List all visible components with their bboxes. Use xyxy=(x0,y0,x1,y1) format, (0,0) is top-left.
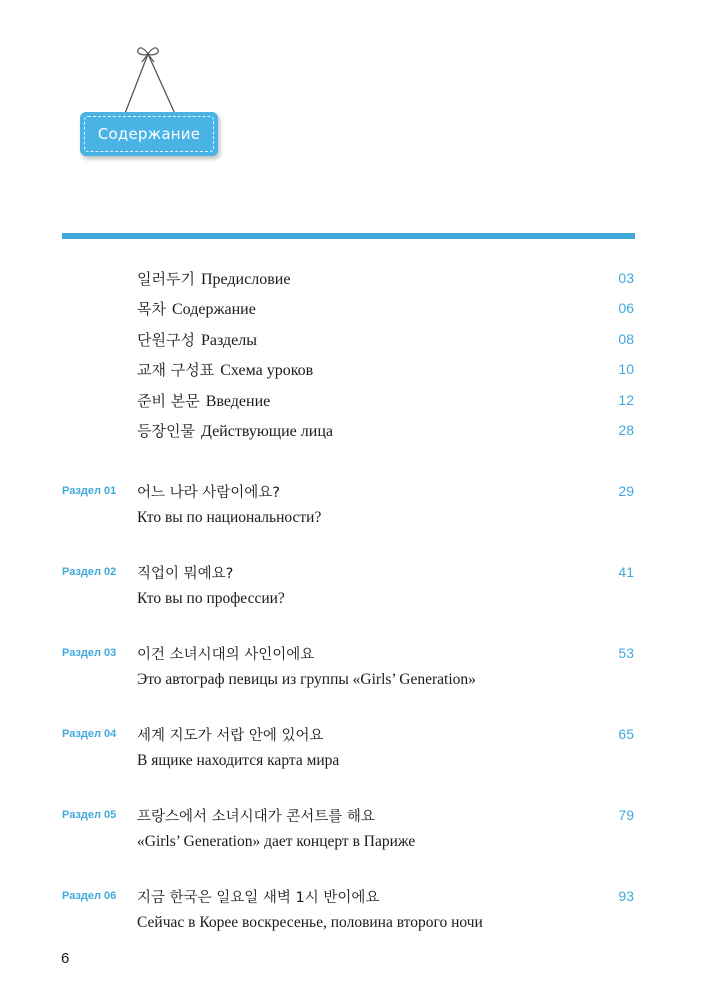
entry-korean: 준비 본문 xyxy=(137,391,200,410)
section-title-korean: 직업이 뭐예요? xyxy=(137,566,234,582)
page-number: 6 xyxy=(61,950,70,967)
entry-korean: 단원구성 xyxy=(137,330,195,349)
entry-korean: 일러두기 xyxy=(137,270,195,288)
section-title-korean: 어느 나라 사람이에요? xyxy=(137,485,280,501)
section-page-number: 29 xyxy=(618,483,634,499)
section-page-number: 93 xyxy=(618,888,634,904)
sign-hanger-string xyxy=(118,40,188,120)
entry-page-number: 03 xyxy=(618,270,634,286)
entry-page-number: 06 xyxy=(618,300,634,317)
entry-page-number: 28 xyxy=(618,421,634,438)
entry-page-number: 10 xyxy=(618,361,634,378)
section-entry[interactable] xyxy=(0,643,702,703)
section-entry[interactable] xyxy=(0,562,702,622)
section-title-korean: 프랑스에서 소녀시대가 콘서트를 해요 xyxy=(137,809,375,825)
entry-russian: Схема уроков xyxy=(220,362,314,380)
toc-entry[interactable] xyxy=(0,325,702,355)
header-divider xyxy=(62,233,635,239)
section-title-russian: Сейчас в Корее воскресенье, половина второго ночи xyxy=(137,914,483,931)
section-label: Раздел 06 xyxy=(62,890,117,902)
entry-russian: Содержание xyxy=(171,301,256,319)
entry-russian: Действующие лица xyxy=(200,422,333,440)
section-title-russian: Кто вы по национальности? xyxy=(137,509,322,526)
contents-sign xyxy=(80,112,218,156)
entry-page-number: 12 xyxy=(618,391,634,408)
entry-russian: Разделы xyxy=(200,331,257,349)
entry-page-number: 08 xyxy=(618,330,634,347)
section-page-number: 41 xyxy=(618,564,634,580)
section-label: Раздел 05 xyxy=(62,809,117,821)
section-title-russian: Это автограф певицы из группы «Girls’ Generation» xyxy=(137,671,476,688)
section-title-korean: 이건 소녀시대의 사인이에요 xyxy=(137,647,315,663)
toc-entry[interactable] xyxy=(0,416,702,446)
section-entry[interactable] xyxy=(0,805,702,865)
toc-entry[interactable] xyxy=(0,264,702,294)
entry-korean: 목차 xyxy=(137,300,166,319)
section-page-number: 53 xyxy=(618,645,634,661)
section-title-russian: Кто вы по профессии? xyxy=(137,590,285,607)
entry-korean: 교재 구성표 xyxy=(137,361,215,380)
section-entry[interactable] xyxy=(0,481,702,541)
section-label: Раздел 03 xyxy=(62,647,117,659)
section-entry[interactable] xyxy=(0,886,702,946)
preface-list xyxy=(0,264,702,446)
entry-korean: 등장인물 xyxy=(137,421,195,440)
section-label: Раздел 02 xyxy=(62,566,117,578)
section-page-number: 79 xyxy=(618,807,634,823)
toc-entry[interactable] xyxy=(0,386,702,416)
section-label: Раздел 01 xyxy=(62,485,117,497)
entry-russian: Предисловие xyxy=(200,271,291,288)
section-title-korean: 세계 지도가 서랍 안에 있어요 xyxy=(137,728,324,744)
entry-russian: Введение xyxy=(205,392,271,410)
page-title: Содержание xyxy=(97,125,201,143)
section-title-russian: В ящике находится карта мира xyxy=(137,752,340,769)
section-label: Раздел 04 xyxy=(62,728,117,740)
section-entry[interactable] xyxy=(0,724,702,784)
section-page-number: 65 xyxy=(618,726,634,742)
toc-entry[interactable] xyxy=(0,294,702,324)
toc-entry[interactable] xyxy=(0,355,702,385)
section-title-korean: 지금 한국은 일요일 새벽 1시 반이에요 xyxy=(137,890,380,906)
section-title-russian: «Girls’ Generation» дает концерт в Париже xyxy=(137,833,416,850)
